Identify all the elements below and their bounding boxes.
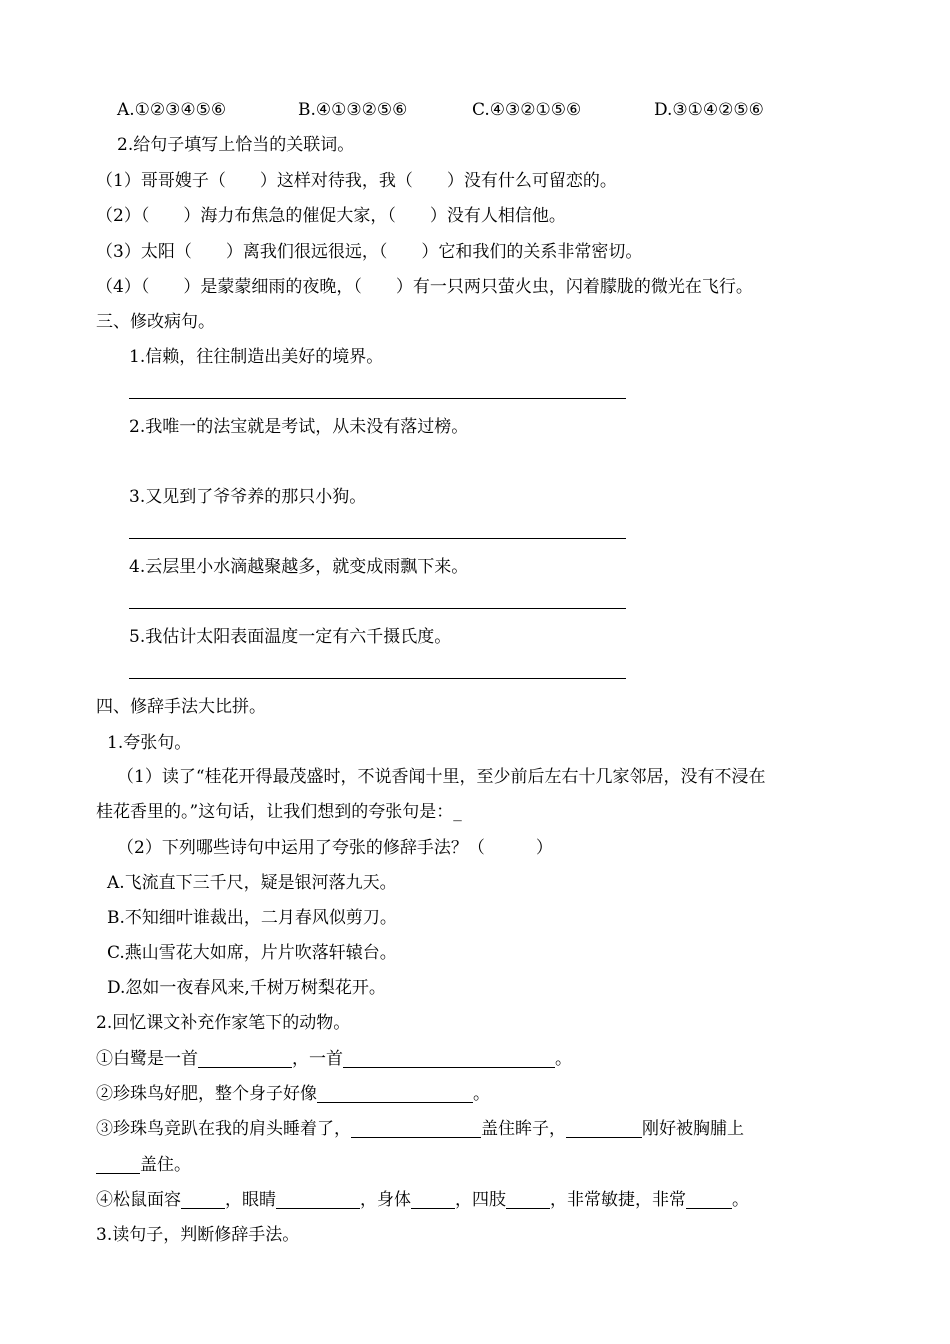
answer-line[interactable] bbox=[129, 678, 626, 679]
subsection-title: 2.回忆课文补充作家笔下的动物。 bbox=[96, 1013, 351, 1033]
question-text: （1）读了“桂花开得最茂盛时，不说香闻十里，至少前后左右十几家邻居，没有不浸在 bbox=[117, 767, 766, 787]
sentence-item: 4.云层里小水滴越聚越多，就变成雨飘下来。 bbox=[129, 557, 469, 577]
choice-item: A.飞流直下三千尺，疑是银河落九天。 bbox=[107, 873, 397, 893]
blank[interactable] bbox=[317, 1084, 473, 1103]
blank[interactable] bbox=[181, 1190, 225, 1209]
blank[interactable] bbox=[506, 1190, 550, 1209]
fill-text: ①白鹭是一首 bbox=[96, 1049, 198, 1069]
option-c: C.④③②①⑤⑥ bbox=[472, 100, 582, 120]
answer-line[interactable] bbox=[129, 398, 626, 399]
fill-text: ，四肢 bbox=[455, 1190, 506, 1210]
fill-text: ，一首 bbox=[292, 1049, 343, 1069]
fill-text: 。 bbox=[473, 1084, 490, 1104]
option-d: D.③①④②⑤⑥ bbox=[654, 100, 764, 120]
fill-text: ④松鼠面容 bbox=[96, 1190, 181, 1210]
section-title: 四、修辞手法大比拼。 bbox=[96, 697, 266, 717]
sentence-item: 3.又见到了爷爷养的那只小狗。 bbox=[129, 487, 367, 507]
option-b: B.④①③②⑤⑥ bbox=[298, 100, 408, 120]
fill-line bbox=[96, 1082, 490, 1106]
question-item: （3）太阳（ ）离我们很远很远，（ ）它和我们的关系非常密切。 bbox=[96, 242, 643, 262]
blank[interactable] bbox=[96, 1155, 140, 1174]
sentence-item: 5.我估计太阳表面温度一定有六千摄氏度。 bbox=[129, 627, 452, 647]
blank[interactable] bbox=[411, 1190, 455, 1209]
question-item: （4）（ ）是蒙蒙细雨的夜晚，（ ）有一只两只萤火虫，闪着朦胧的微光在飞行。 bbox=[96, 277, 753, 297]
fill-text: ，身体 bbox=[360, 1190, 411, 1210]
fill-line bbox=[96, 1188, 749, 1212]
blank[interactable] bbox=[276, 1190, 360, 1209]
blank[interactable] bbox=[351, 1119, 481, 1138]
answer-line[interactable] bbox=[129, 608, 626, 609]
sentence-item: 2.我唯一的法宝就是考试，从未没有落过榜。 bbox=[129, 417, 469, 437]
choice-item: B.不知细叶谁裁出，二月春风似剪刀。 bbox=[107, 908, 397, 928]
fill-line bbox=[96, 1153, 191, 1177]
blank[interactable] bbox=[343, 1049, 555, 1068]
fill-text: 。 bbox=[555, 1049, 572, 1069]
blank[interactable] bbox=[686, 1190, 732, 1209]
question-text: （2）下列哪些诗句中运用了夸张的修辞手法？（ ） bbox=[117, 838, 553, 858]
question-title: 2.给句子填写上恰当的关联词。 bbox=[117, 135, 355, 155]
fill-text: ，眼睛 bbox=[225, 1190, 276, 1210]
blank[interactable] bbox=[566, 1119, 642, 1138]
fill-text: 刚好被胸脯上 bbox=[642, 1119, 744, 1139]
option-a: A.①②③④⑤⑥ bbox=[117, 100, 227, 120]
blank[interactable] bbox=[198, 1049, 292, 1068]
question-text: 桂花香里的。”这句话，让我们想到的夸张句是：_ bbox=[96, 802, 462, 822]
fill-text: 盖住。 bbox=[140, 1155, 191, 1175]
choice-item: D.忽如一夜春风来,千树万树梨花开。 bbox=[107, 978, 386, 998]
fill-text: ②珍珠鸟好肥，整个身子好像 bbox=[96, 1084, 317, 1104]
sentence-item: 1.信赖，往往制造出美好的境界。 bbox=[129, 347, 384, 367]
answer-line[interactable] bbox=[129, 538, 626, 539]
fill-text: 盖住眸子， bbox=[481, 1119, 566, 1139]
fill-text: ③珍珠鸟竞趴在我的肩头睡着了， bbox=[96, 1119, 351, 1139]
fill-text: ，非常敏捷，非常 bbox=[550, 1190, 686, 1210]
fill-line bbox=[96, 1117, 744, 1141]
fill-line bbox=[96, 1047, 572, 1071]
subsection-title: 1.夸张句。 bbox=[107, 733, 192, 753]
question-item: （1）哥哥嫂子（ ）这样对待我，我（ ）没有什么可留恋的。 bbox=[96, 171, 617, 191]
section-title: 三、修改病句。 bbox=[96, 312, 215, 332]
question-item: （2）（ ）海力布焦急的催促大家，（ ）没有人相信他。 bbox=[96, 206, 566, 226]
choice-item: C.燕山雪花大如席，片片吹落轩辕台。 bbox=[107, 943, 397, 963]
subsection-title: 3.读句子，判断修辞手法。 bbox=[96, 1225, 300, 1245]
fill-text: 。 bbox=[732, 1190, 749, 1210]
